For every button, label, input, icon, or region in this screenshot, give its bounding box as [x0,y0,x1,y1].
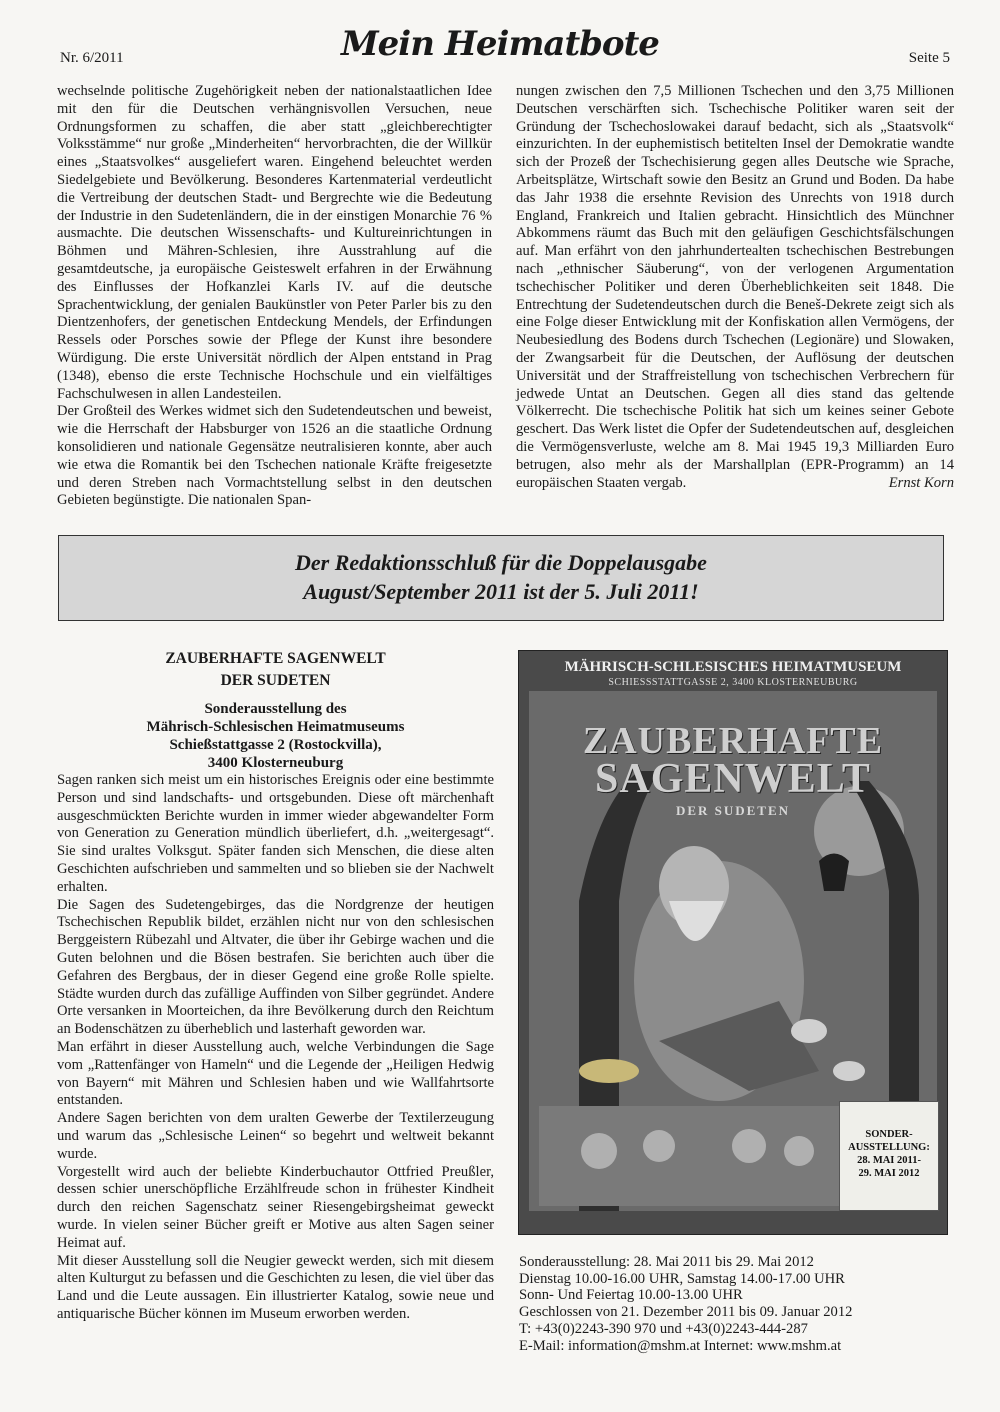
masthead-logo: Mein Heimatbote [341,24,659,64]
notice-line: August/September 2011 ist der 5. Juli 2011! [303,579,699,604]
info-line: T: +43(0)2243-390 970 und +43(0)2243-444-287 [519,1320,808,1337]
book-review-column-left [57,83,492,510]
review-paragraph: wechselnde politische Zugehörigkeit neben der nationalstaatlichen Idee mit den für die Deutschen verhängnisvollen Versuchen, neue Ordnungsformen zu schaffen, die aber statt „gleichberechtigter Volksstämme“ nur große „Minderheiten“ hervorbrachten, die der Willkür eines „Staatsvolkes“ ausgeliefert waren. Eingehend beleuchtet werden Siedelgebiete und Bevölkerung. Besonderes Kartenmaterial verdeutlicht die Vertreibung der deutschen Stadt- und Bergrechte wie die Bedeutung der Industrie in den Sudetenländern, die in der einstigen Monarchie 76 % ausmachte. Die deutschen Wissenschafts- und Kultureinrichtungen in Böhmen und Mähren-Schlesien, ihre Ausstrahlung auf die gesamtdeutsche, ja europäische Geisteswelt erfahren in der Erwähnung des Einflusses der Hofkanzlei Karls IV. auf die deutsche Sprachentwicklung, der genialen Baukünstler von Peter Parler bis zu den Dientzenhofers, der genetischen Entdeckung Mendels, der Erfindungen Ressels oder Porsches sowie der Pflege der Kunst ihre besondere Würdigung. Die erste Universität nördlich der Alpen entstand in Prag (1348), ebenso die erste Technische Hochschule und ein vielfältiges Fachschulwesen in allen Landesteilen. [57,83,492,402]
exhibition-info [519,1254,939,1354]
poster-subheadline: DER SUDETEN [675,803,791,818]
exhibition-poster [518,650,948,1235]
notice-line: Der Redaktionsschluß für die Doppelausgabe [295,550,707,575]
info-line: Geschlossen von 21. Dezember 2011 bis 09. Januar 2012 [519,1304,853,1321]
article-paragraph: Mit dieser Ausstellung soll die Neugier geweckt werden, sich mit diesem alten Kulturgut zu befassen und die Geschichten zu lesen, die viel über das Land und die Leute aussagen. Ein illustrierter Katalog, sowie neue und antiquarische Bücher können im Museum erworben werden. [57,1252,495,1322]
article-subtitle: Schießstattgasse 2 (Rostockvilla), [169,737,382,753]
article-title: ZAUBERHAFTE SAGENWELT [165,650,386,667]
poster-date-badge: SONDER- AUSSTELLUNG: 28. MAI 2011- 29. MAI 2012 [839,1101,939,1211]
article-subtitle: 3400 Klosterneuburg [207,755,344,771]
info-line: Sonn- Und Feiertag 10.00-13.00 UHR [519,1287,743,1304]
article-paragraph: Man erfährt in dieser Ausstellung auch, welche Verbindungen die Sage vom „Rattenfänger von Hameln“ und die Legende der „Heiligen Hedwig von Bayern“ mit Mähren und Schlesien haben und wie Wallfahrtsorte entstanden. [57,1038,494,1109]
poster-headline: SAGENWELT [595,756,871,802]
page-number: Seite 5 [908,50,950,66]
review-paragraph: nungen zwischen den 7,5 Millionen Tschechen und den 3,75 Millionen Deutschen verschärften sich. Tschechische Politiker waren seit der Gründung der Tschechoslowakei darauf bedacht, sich als „Staatsvolk“ einzurichten. In der euphemistisch betitelten Insel der Demokratie wandte sich der Prozeß der Tschechisierung gegen alles Deutsche wie Sprache, Arbeitsplätze, Wirtschaft sowie den Besitz an Grund und Boden. Da habe das Jahr 1938 die ersehnte Revision des Unrechts von 1918 durch England, Frankreich und Italien gebracht. Hinsichtlich des Münchner Abkommens räumt das Buch mit den geläufigen Geschichtsfälschungen auf. Man erfährt von den jahrhundertealten tschechischen Bestrebungen nach „ethnischer Säuberung“, von der verlogenen Argumentation tschechischer Politiker und deren Überheblichkeiten seit 1848. Die Entrechtung der Sudetendeutschen durch die Beneš-Dekrete zeigt sich als eine Folge dieser Entwicklung mit der Konfiskation allen Vermögens, der Neubesiedlung des Bodens durch Tschechen (Legionäre) und Slowaken, der Zwangsarbeit für die Deutschen, der Auflösung der deutschen Universität und der Straffreistellung von tschechischen Verbrechern für jedwede Untat an Deutschen. Gegen all dies stand das geltende Völkerrecht. Die tschechische Politik hat sich um keines seiner Gebote geschert. Das Werk listet die Opfer der Sudetendeutschen auf, desgleichen die Vermögensverluste, welche am 8. Mai 1945 19,3 Milliarden Euro betrugen, also mehr als der Marshallplan (EPR-Programm) an 14 europäischen Staaten vergab. Ernst Korn [516,83,954,491]
article-paragraph: Vorgestellt wird auch der beliebte Kinderbuchautor Ottfried Preußler, dessen schier unerschöpfliche Erzählfreude schon in frühester Kindheit durch den reichen Sagenschatz seiner Riesengebirgsheimat geweckt wurde. In vielen seiner Bücher greift er Motive aus alten Sagen seiner Heimat auf. [57,1163,494,1251]
article-subtitle: Sonderausstellung des [204,701,347,717]
review-paragraph: Der Großteil des Werkes widmet sich den Sudetendeutschen und beweist, wie die Herrschaft der Habsburger von 1526 an die staatliche Ordnung konsolidieren und nationale Gegensätze neutralisieren konnte, aber auch wie etwa die Romantik bei den Tschechen nationale Kräfte freigesetzte und deren Streben nach Vormachtstellung selbst in den deutschen Gebieten begünstigte. Die nationalen Span- [57,403,492,509]
article-subtitle: Mährisch-Schlesischen Heimatmuseums [146,719,405,735]
poster-headline: ZAUBERHAFTE [582,720,884,762]
info-line: E-Mail: information@mshm.at Internet: www.mshm.at [519,1337,842,1354]
exhibition-article [57,648,494,1324]
info-line: Dienstag 10.00-16.00 UHR, Samstag 14.00-17.00 UHR [519,1270,845,1287]
article-title: DER SUDETEN [220,672,331,689]
info-line: Sonderausstellung: 28. Mai 2011 bis 29. Mai 2012 [519,1254,814,1270]
poster-address: SCHIESSSTATTGASSE 2, 3400 KLOSTERNEUBURG [608,677,858,688]
author-signature: Ernst Korn [888,474,954,491]
issue-number: Nr. 6/2011 [60,50,124,66]
article-paragraph: Andere Sagen berichten von dem uralten Gewerbe der Textilerzeugung und warum das „Schlesische Leinen“ so begehrt und weltweit bekannt wurde. [57,1110,494,1162]
article-paragraph: Sagen ranken sich meist um ein historisches Ereignis oder eine bestimmte Person und sind landschafts- und ortsgebunden. Diese oft märchenhaft ausgeschmückten Berichte wurden in immer wieder abgewandelter Form von Generation zu Generation mündlich überliefert, d.h. „weitergesagt“. Sie sind uraltes Volksgut. Später fanden sich Menschen, die diese alten Geschichten aufschrieben und sammelten und so blieben sie der Nachwelt erhalten. [57,772,494,895]
poster-museum-name: MÄHRISCH-SCHLESISCHES HEIMATMUSEUM [564,659,902,675]
deadline-notice-box [58,535,944,621]
book-review-column-right [516,83,954,492]
article-paragraph: Die Sagen des Sudetengebirges, das die Nordgrenze der heutigen Tschechischen Republik bildet, erzählen nicht nur von den schlesischen Berggeistern Rübezahl und Altvater, die über ihr Gebirge wachen und die Guten belohnen und die Bösen bestrafen. Sie berichten auch über die Gefahren des Bergbaus, der in dieser Gegend eine große Rolle spielte. Städte wurden durch das zufällige Auffinden von Silber gegründet. Andere Orte versanken in Moorteichen, da ihre Bevölkerung durch den Reichtum an Bodenschätzen zu überheblich und lasterhaft geworden war. [57,896,494,1038]
